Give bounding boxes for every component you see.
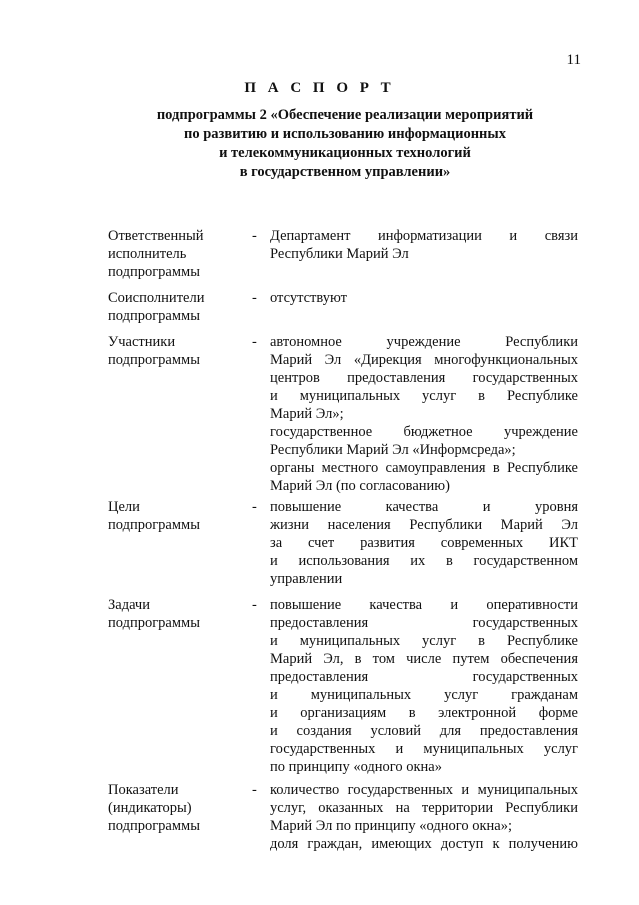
row-label (108, 333, 248, 369)
content-line: предоставления государственных (270, 669, 578, 685)
label-line: Ответственный (108, 228, 204, 244)
content-line: Марий Эл (по согласованию) (270, 478, 450, 494)
document-subtitle (100, 106, 590, 182)
content-line: Марий Эл «Дирекция многофункциональных (270, 352, 578, 368)
label-line: подпрограммы (108, 615, 200, 631)
content-line: Республики Марий Эл «Информсреда»; (270, 442, 516, 458)
content-line: и создания условий для предоставления (270, 723, 578, 739)
content-line: управлении (270, 571, 343, 587)
content-line: государственных и муниципальных услуг (270, 741, 578, 757)
row-label (108, 596, 248, 632)
label-line: (индикаторы) (108, 800, 192, 816)
page-number: 11 (566, 52, 581, 68)
content-line: за счет развития современных ИКТ (270, 535, 578, 551)
row-content (270, 596, 578, 776)
content-line: органы местного самоуправления в Республике (270, 460, 578, 476)
content-line: и муниципальных услуг в Республике (270, 633, 578, 649)
content-line: отсутствуют (270, 290, 347, 306)
content-line: повышение качества и оперативности (270, 597, 578, 613)
row-dash: - (252, 290, 257, 306)
subtitle-line: в государственном управлении» (239, 164, 451, 180)
content-line: центров предоставления государственных (270, 370, 578, 386)
row-content (270, 498, 578, 588)
row-label (108, 289, 248, 325)
subtitle-line: по развитию и использованию информационных (184, 126, 506, 142)
subtitle-line: подпрограммы 2 «Обеспечение реализации мероприятий (156, 107, 534, 123)
label-line: Соисполнители (108, 290, 205, 306)
content-line: Марий Эл»; (270, 406, 344, 422)
page-title: П А С П О Р Т (244, 80, 395, 96)
row-label (108, 781, 248, 835)
content-line: Республики Марий Эл (270, 246, 409, 262)
label-line: Участники (108, 334, 176, 350)
label-line: исполнитель (108, 246, 187, 262)
row-dash: - (252, 499, 257, 515)
content-line: услуг, оказанных на территории Республики (270, 800, 578, 816)
content-line: предоставления государственных (270, 615, 578, 631)
row-dash: - (252, 782, 257, 798)
row-content (270, 333, 578, 495)
row-dash: - (252, 334, 257, 350)
content-line: и муниципальных услуг гражданам (270, 687, 578, 703)
content-line: государственное бюджетное учреждение (270, 424, 578, 440)
label-line: Задачи (108, 597, 150, 613)
content-line: Марий Эл, в том числе путем обеспечения (270, 651, 578, 667)
content-line: по принципу «одного окна» (270, 759, 442, 775)
row-content (270, 227, 578, 263)
row-content (270, 289, 578, 307)
content-line: автономное учреждение Республики (270, 334, 578, 350)
row-dash: - (252, 597, 257, 613)
label-line: подпрограммы (108, 352, 200, 368)
row-label (108, 227, 248, 281)
content-line: Марий Эл по принципу «одного окна»; (270, 818, 512, 834)
content-line: повышение качества и уровня (270, 499, 578, 515)
row-label (108, 498, 248, 534)
label-line: подпрограммы (108, 517, 200, 533)
content-line: количество государственных и муниципальных (270, 782, 578, 798)
content-line: Департамент информатизации и связи (270, 228, 578, 244)
content-line: жизни населения Республики Марий Эл (270, 517, 578, 533)
content-line: и использования их в государственном (270, 553, 578, 569)
row-content (270, 781, 578, 853)
content-line: и муниципальных услуг в Республике (270, 388, 578, 404)
label-line: Показатели (108, 782, 179, 798)
row-dash: - (252, 228, 257, 244)
content-line: доля граждан, имеющих доступ к получению (270, 836, 578, 852)
label-line: подпрограммы (108, 818, 200, 834)
label-line: подпрограммы (108, 308, 200, 324)
label-line: подпрограммы (108, 264, 200, 280)
content-line: и организациям в электронной форме (270, 705, 578, 721)
subtitle-line: и телекоммуникационных технологий (219, 145, 471, 161)
label-line: Цели (108, 499, 140, 515)
